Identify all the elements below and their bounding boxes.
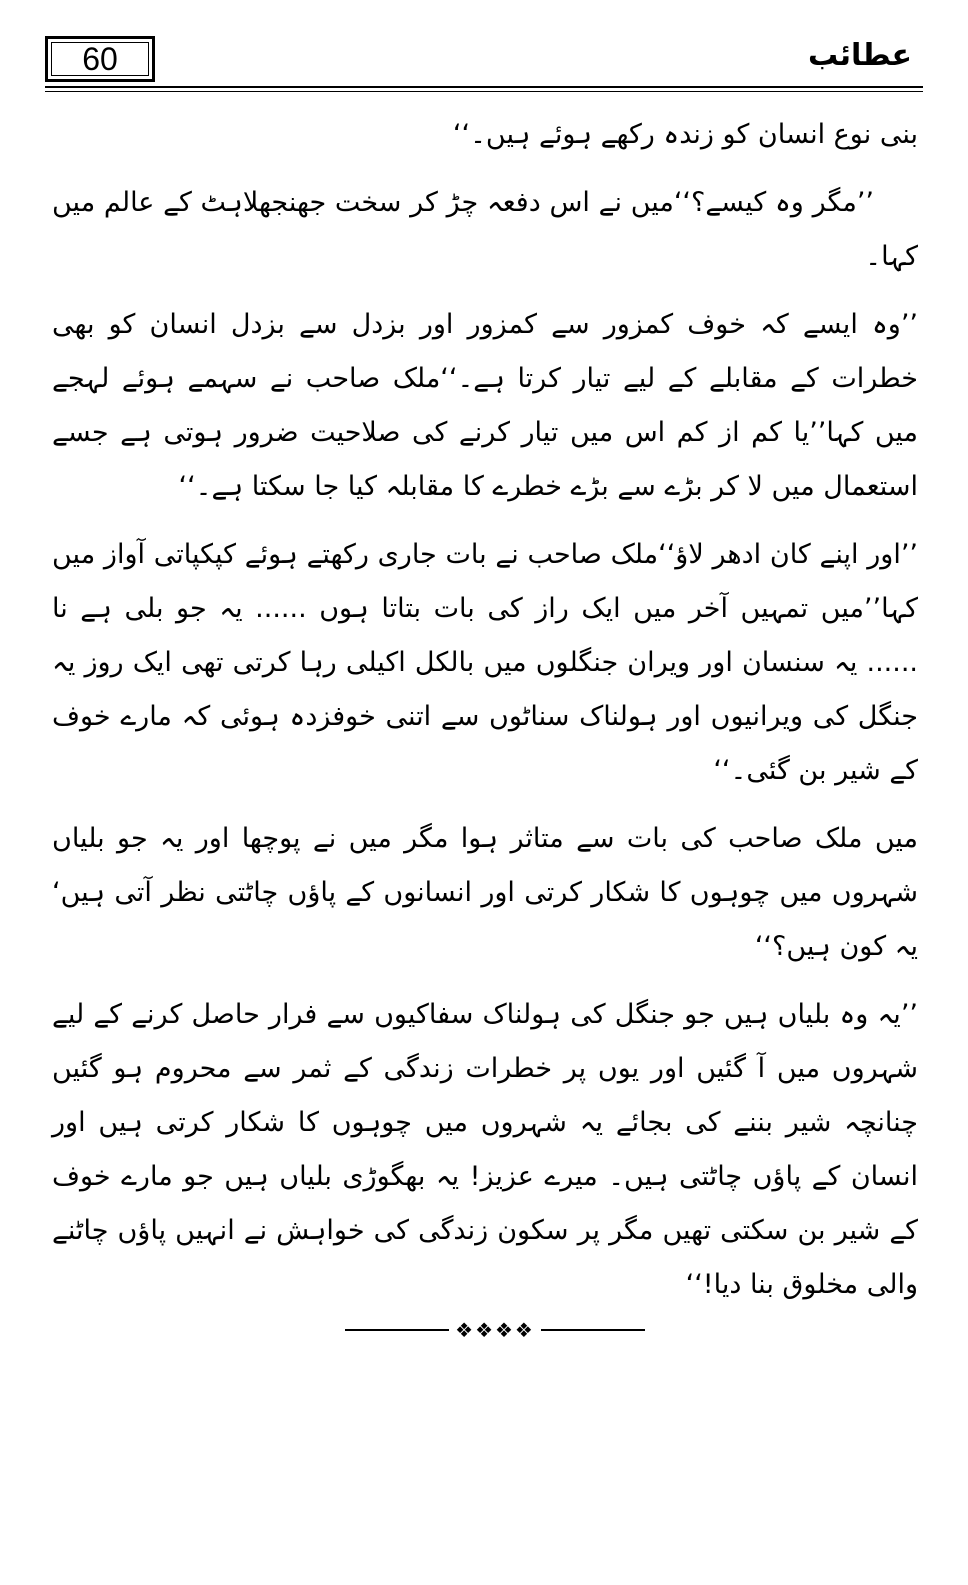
ornament-mark: ❖❖❖❖ [455,1318,535,1342]
header-rule-thick [45,86,923,88]
paragraph: ’’یہ وہ بلیاں ہیں جو جنگل کی ہولناک سفاکیوں سے فرار حاصل کرنے کے لیے شہروں میں آ گئیں اور یوں پر خطرات زندگی کے ثمر سے محروم ہو گئیں چنانچہ شیر بننے کی بجائے یہ شہروں میں چوہوں کا شکار کرتی ہیں اور انسان کے پاؤں چاٹتی ہیں۔ میرے عزیز! یہ بھگوڑی بلیاں ہیں جو مارے خوف کے شیر بن سکتی تھیں مگر پر سکون زندگی کی خواہش نے انہیں پاؤں چاٹنے والی مخلوق بنا دیا!‘‘ [52,999,918,1300]
page-number-text: 60 [82,40,118,77]
paragraph: بنی نوع انسان کو زندہ رکھے ہوئے ہیں۔‘‘ [452,119,918,150]
paragraph: ’’اور اپنے کان ادھر لاؤ‘‘ملک صاحب نے بات جاری رکھتے ہوئے کپکپاتی آواز میں کہا’’میں تمہیں آخر میں ایک راز کی بات بتاتا ہوں ...... یہ جو بلی ہے نا ...... یہ سنسان اور ویران جنگلوں میں بالکل اکیلی رہا کرتی تھی ایک روز یہ جنگل کی ویرانیوں اور ہولناک سناٹوں سے اتنی خوفزدہ ہوئی کہ مارے خوف کے شیر بن گئی۔‘‘ [52,539,918,786]
paragraph: ’’مگر وہ کیسے؟‘‘میں نے اس دفعہ چڑ کر سخت جھنجھلاہٹ کے عالم میں کہا۔ [52,187,918,272]
paragraph: ’’وہ ایسے کہ خوف کمزور سے کمزور اور بزدل سے بزدل انسان کو بھی خطرات کے مقابلے کے لیے تیار کرتا ہے۔‘‘ملک صاحب نے سہمے ہوئے لہجے میں کہا’’یا کم از کم اس میں تیار کرنے کی صلاحیت ضرور ہوتی ہے جسے استعمال میں لا کر بڑے سے بڑے خطرے کا مقابلہ کیا جا سکتا ہے۔‘‘ [52,309,918,502]
running-title: عطائب [807,38,912,73]
paragraph: میں ملک صاحب کی بات سے متاثر ہوا مگر میں نے پوچھا اور یہ جو بلیاں شہروں میں چوہوں کا شکار کرتی اور انسانوں کے پاؤں چاٹتی نظر آتی ہیں‘ یہ کون ہیں؟‘‘ [52,823,918,962]
page-number [45,36,155,82]
header-rule-thin [45,91,923,92]
ornament-line-left [345,1329,449,1331]
section-end-ornament [345,1318,645,1342]
ornament-line-right [541,1329,645,1331]
body-text [52,108,918,1326]
